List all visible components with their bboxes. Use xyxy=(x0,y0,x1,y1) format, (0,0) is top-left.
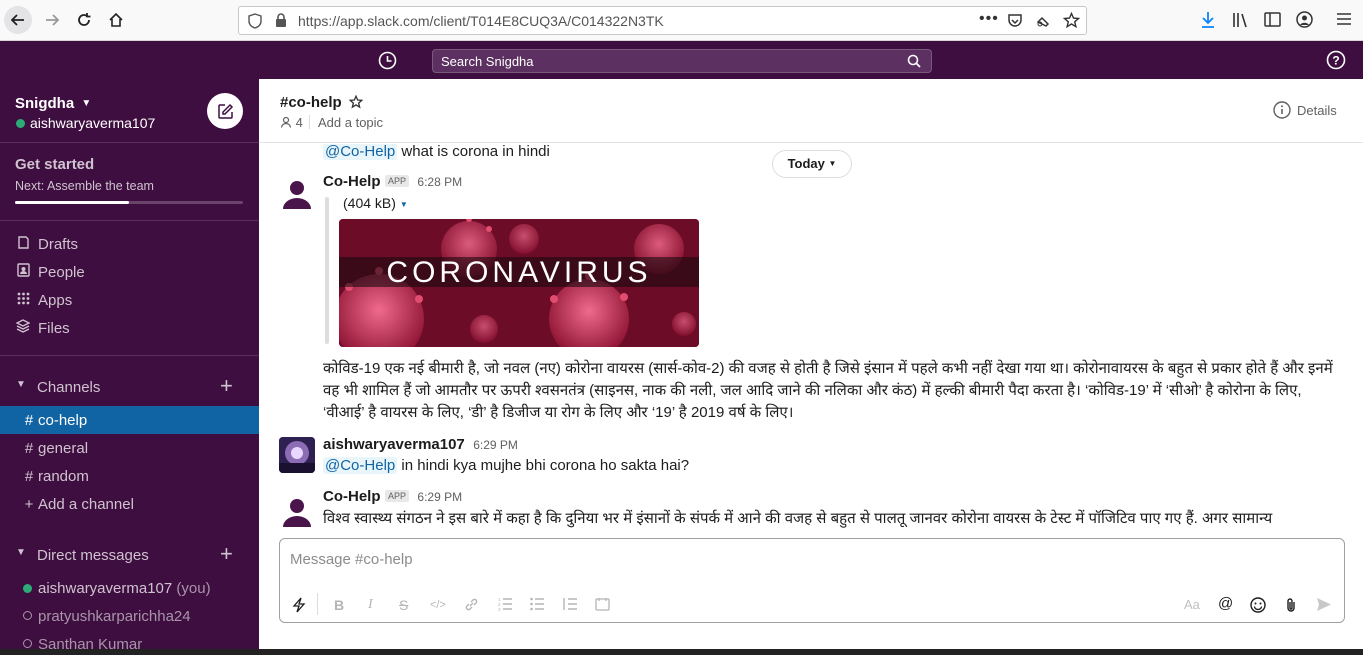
address-bar[interactable] xyxy=(238,6,1087,35)
dm-aishwaryaverma107[interactable] xyxy=(0,574,259,602)
star-icon[interactable] xyxy=(349,95,363,114)
header-separator xyxy=(309,115,310,129)
dm-you-suffix: (you) xyxy=(176,579,211,597)
compose-button[interactable] xyxy=(207,93,243,129)
blockquote-icon[interactable] xyxy=(563,597,578,614)
chevron-down-icon: ▼ xyxy=(828,159,837,168)
message-time[interactable]: 6:28 PM xyxy=(417,175,463,189)
person-icon xyxy=(280,116,292,128)
library-icon[interactable] xyxy=(1232,12,1250,33)
divider xyxy=(0,142,259,143)
get-started-next: Next: Assemble the team xyxy=(15,179,154,193)
downloads-icon[interactable] xyxy=(1200,11,1216,34)
files-layers-icon xyxy=(15,319,31,337)
sidebar-item-drafts[interactable] xyxy=(0,230,259,258)
dm-santhan-kumar[interactable] xyxy=(0,630,259,649)
history-icon[interactable] xyxy=(378,51,397,75)
day-divider-label: Today xyxy=(787,156,825,171)
message-author[interactable]: aishwaryaverma107 xyxy=(323,436,465,453)
image-caption: CORONAVIRUS xyxy=(386,256,652,289)
caret-down-icon[interactable]: ▼ xyxy=(16,547,26,558)
italic-icon[interactable]: I xyxy=(368,597,373,612)
bot-avatar[interactable] xyxy=(279,493,315,529)
help-icon[interactable] xyxy=(1326,50,1346,75)
hash-icon: # xyxy=(24,439,34,457)
sidebar-toggle-icon[interactable] xyxy=(1264,12,1281,32)
ordered-list-icon[interactable] xyxy=(498,597,513,614)
search-placeholder: Search Snigdha xyxy=(441,54,534,69)
app-badge: APP xyxy=(385,490,409,502)
sidebar-item-apps[interactable] xyxy=(0,286,259,314)
window-bottom-edge xyxy=(0,649,1363,655)
message-input[interactable]: Message #co-help xyxy=(290,551,413,568)
dm-label: aishwaryaverma107 xyxy=(38,579,173,597)
reload-button[interactable] xyxy=(70,6,98,34)
channel-header xyxy=(259,79,1363,143)
progress-track xyxy=(15,201,243,204)
add-channel-plus-icon[interactable]: + xyxy=(220,373,233,398)
text-format-icon[interactable]: Aa xyxy=(1184,597,1200,612)
details-button[interactable] xyxy=(1273,101,1337,119)
search-input[interactable] xyxy=(432,49,932,73)
coronavirus-image[interactable] xyxy=(339,219,699,347)
drafts-icon xyxy=(15,235,31,253)
add-channel-button[interactable] xyxy=(0,490,259,518)
dm-label: pratyushkarparichha24 xyxy=(38,607,191,625)
message-body xyxy=(323,455,689,477)
message-header xyxy=(323,173,462,191)
add-channel-label: Add a channel xyxy=(38,495,134,513)
dm-section-header[interactable] xyxy=(0,542,259,570)
sidebar-item-label: People xyxy=(38,263,85,281)
search-icon[interactable] xyxy=(907,54,921,73)
info-icon xyxy=(1273,101,1291,119)
message-time[interactable]: 6:29 PM xyxy=(417,490,463,504)
dm-pratyushkarparichha24[interactable] xyxy=(0,602,259,630)
add-topic-link[interactable]: Add a topic xyxy=(318,115,384,130)
channel-title[interactable]: #co-help xyxy=(280,94,342,111)
presence-away-icon xyxy=(23,611,32,620)
member-count: 4 xyxy=(295,115,303,130)
bold-icon[interactable]: B xyxy=(334,597,345,613)
message-list xyxy=(259,144,1363,539)
progress-fill xyxy=(15,201,129,204)
presence-away-icon xyxy=(23,639,32,648)
menu-icon[interactable] xyxy=(1336,12,1352,31)
message-text: in hindi kya mujhe bhi corona ho sakta hai? xyxy=(401,457,690,474)
channel-view xyxy=(259,79,1363,649)
bookmark-star-icon[interactable] xyxy=(1063,12,1080,34)
svg-text:1: 1 xyxy=(498,597,501,602)
apps-grid-icon xyxy=(15,292,31,309)
message-time[interactable]: 6:29 PM xyxy=(473,438,518,452)
divider xyxy=(0,220,259,221)
bot-avatar[interactable] xyxy=(279,175,315,211)
channel-label: co-help xyxy=(38,411,88,429)
lock-icon[interactable] xyxy=(275,13,287,33)
workspace-user: aishwaryaverma107 xyxy=(30,115,156,131)
svg-text:?: ? xyxy=(1332,53,1340,68)
strikethrough-icon[interactable]: S xyxy=(399,597,409,613)
svg-text:2: 2 xyxy=(498,602,501,607)
file-size: (404 kB) xyxy=(343,195,396,211)
back-button[interactable] xyxy=(4,6,32,34)
dm-label: Santhan Kumar xyxy=(38,635,143,649)
screenshot-icon[interactable] xyxy=(1035,13,1051,34)
sidebar-item-label: Files xyxy=(38,319,70,337)
mention-link[interactable]: @Co-Help xyxy=(325,457,396,474)
message-text: कोविड-19 एक नई बीमारी है, जो नवल (नए) कोरोना वायरस (सार्स-कोव-2) की वजह से होती है जिसे इंसान में पहले कभी नहीं देखा गया था। कोरोनावायरस के बहुत से प्रकार होते हैं और इनमें वह भी शामिल हैं जो आमतौर पर ऊपरी श्वसनतंत्र (साइनस, नाक की नली, जल आदि जाने की नलिका और कंठ) में हल्की बीमारी पैदा करता है। ‘कोविड-19’ में ‘सीओ’ है कोरोना के लिए, ‘वीआई’ है वायरस के लिए, ‘डी’ है डिजीज या रोग के लिए और ‘19’ है 2019 वर्ष के लिए। xyxy=(323,360,1333,421)
app-badge: APP xyxy=(385,175,409,187)
user-avatar[interactable] xyxy=(279,437,315,473)
dm-header-label: Direct messages xyxy=(37,547,149,564)
message-composer[interactable] xyxy=(279,538,1345,623)
sidebar-item-files[interactable] xyxy=(0,314,259,342)
more-actions-icon[interactable]: ••• xyxy=(979,10,999,27)
forward-button[interactable] xyxy=(38,6,66,34)
emoji-icon[interactable] xyxy=(1250,597,1266,616)
channel-general[interactable] xyxy=(0,434,259,462)
hash-icon: # xyxy=(24,411,34,429)
people-icon xyxy=(15,263,31,281)
member-count-button[interactable] xyxy=(280,115,303,130)
toolbar-separator xyxy=(317,593,318,615)
channel-co-help[interactable] xyxy=(0,406,259,434)
url-text: https://app.slack.com/client/T014E8CUQ3A/C014322N3TK xyxy=(298,13,664,29)
caret-down-icon[interactable]: ▼ xyxy=(16,379,26,390)
code-block-icon[interactable] xyxy=(595,597,610,614)
svg-text:3: 3 xyxy=(498,607,501,611)
workspace-name: Snigdha xyxy=(15,95,75,112)
home-button[interactable] xyxy=(102,6,130,34)
get-started-title: Get started xyxy=(15,156,95,173)
attachment-bar xyxy=(325,197,329,344)
presence-active-icon xyxy=(23,584,32,593)
sidebar-item-people[interactable] xyxy=(0,258,259,286)
slack-top-bar xyxy=(0,41,1363,79)
message-text: what is corona in hindi xyxy=(401,144,550,160)
mention-at-icon[interactable]: @ xyxy=(1218,595,1234,612)
day-divider-button[interactable] xyxy=(772,150,852,178)
link-icon[interactable] xyxy=(464,597,479,615)
channels-header-label: Channels xyxy=(37,379,101,396)
message-header xyxy=(323,488,462,506)
message-header xyxy=(323,436,518,454)
sidebar xyxy=(0,79,259,649)
code-icon[interactable]: </> xyxy=(430,599,446,611)
file-size-toggle[interactable] xyxy=(343,195,408,211)
message-author[interactable]: Co-Help xyxy=(323,173,381,190)
send-icon[interactable] xyxy=(1316,597,1332,615)
bulleted-list-icon[interactable] xyxy=(530,597,545,614)
channel-label: random xyxy=(38,467,89,485)
message-continuation[interactable] xyxy=(323,144,550,163)
chevron-down-icon: ▼ xyxy=(81,98,92,109)
mention-link[interactable]: @Co-Help xyxy=(325,144,396,160)
account-icon[interactable] xyxy=(1296,11,1313,33)
shield-icon[interactable] xyxy=(248,13,262,34)
caret-down-icon: ▼ xyxy=(399,200,408,209)
message-author[interactable]: Co-Help xyxy=(323,488,381,505)
channel-label: general xyxy=(38,439,89,457)
channels-section-header[interactable] xyxy=(0,374,259,402)
browser-toolbar xyxy=(0,0,1363,41)
sidebar-item-label: Drafts xyxy=(38,235,79,253)
message-text: विश्व स्वास्थ्य संगठन ने इस बारे में कहा है कि दुनिया भर में इंसानों के संपर्क में आने की वजह से बहुत से पालतू जानवर कोरोना वायरस के टेस्ट में पॉजिटिव पाए गए हैं. अगर सामान्य xyxy=(323,510,1273,527)
details-label: Details xyxy=(1297,103,1337,118)
workspace-menu[interactable] xyxy=(15,95,91,112)
divider xyxy=(0,355,259,356)
add-dm-plus-icon[interactable]: + xyxy=(220,541,233,566)
attachment-icon[interactable] xyxy=(1284,597,1298,616)
pocket-icon[interactable] xyxy=(1007,13,1023,34)
hash-icon: # xyxy=(24,467,34,485)
shortcuts-lightning-icon[interactable] xyxy=(292,597,306,616)
sidebar-item-label: Apps xyxy=(38,291,73,309)
channel-random[interactable] xyxy=(0,462,259,490)
presence-active-icon xyxy=(16,119,25,128)
plus-icon: + xyxy=(24,495,34,513)
